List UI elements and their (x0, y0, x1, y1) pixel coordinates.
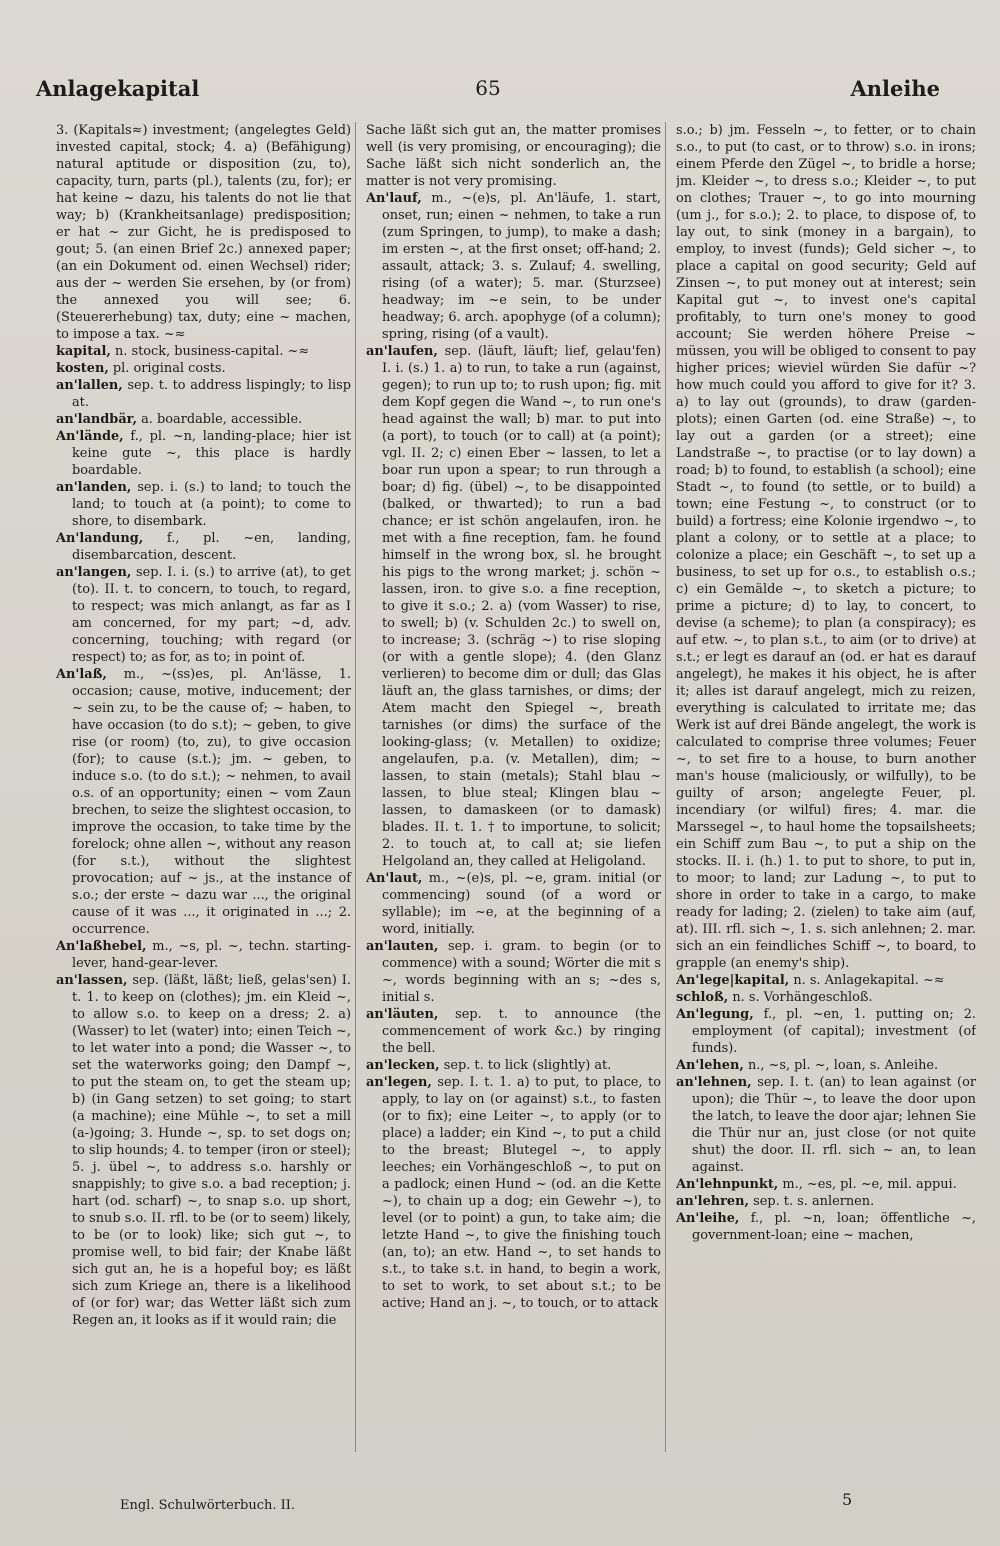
entry-definition: sep. I. t. 1. a) to put, to place, to apply, to lay on (or against) s.t., to fasten (or to fix); eine Leiter ~, to apply (or to place) a ladder; ein Kind ~, to put a child to the breast; Blutegel ~, to apply leeches; ein Vorhängeschloß ~, to put on a padlock; einen Hund ~ (od. an die Kette ~), to chain up a dog; ein Gewehr ~), to level (or to point) a gun, to take aim; die letzte Hand ~, to give the finishing touch (an, to); an etw. Hand ~, to set hands to s.t., to take s.t. in hand, to begin a work, to set to work, to set about s.t.; to be active; Hand an j. ~, to touch, or to attack (382, 1075, 661, 1311)
entry-definition: sep. t. to address lispingly; to lisp at. (72, 378, 351, 410)
entry-definition: m., ~s, pl. ~, techn. starting-lever, hand-gear-lever. (72, 939, 351, 971)
entry-headword: An'laut, (366, 871, 423, 886)
dictionary-entry (676, 122, 976, 972)
dictionary-entry (676, 1006, 976, 1057)
signature-line: Engl. Schulwörterbuch. II. (120, 1498, 296, 1513)
entry-definition: 3. (Kapitals≈) investment; (angelegtes Geld) invested capital, stock; 4. a) (Befähigung) natural aptitude or disposition (zu, to), capacity, turn, parts (pl.), talents (zu, for); er hat keine ~ dazu, his talents do not lie that way; b) (Krankheitsanlage) predisposition; er hat ~ zur Gicht, he is predisposed to gout; 5. (an einen Brief 2c.) annexed paper; (an ein Dokument od. einen Wechsel) rider; aus der ~ werden Sie ersehen, by (or from) the annexed you will see; 6. (Steuererhebung) tax, duty; eine ~ machen, to impose a tax. ~≈ (56, 123, 351, 342)
entry-definition: n. s. Anlagekapital. ~≈ (789, 973, 945, 988)
running-header (36, 74, 940, 108)
entry-definition: m., ~(e)s, pl. An'läufe, 1. start, onset, run; einen ~ nehmen, to take a run (zum Springen, to jump), to make a dash; im ersten ~, at the first onset; off-hand; 2. assault, attack; 3. s. Zulauf; 4. swelling, rising (of a water); 5. mar. (Sturzsee) headway; im ~e sein, to be under headway; 6. arch. apophyge (of a column); spring, rising (of a vault). (382, 191, 661, 342)
entry-headword: schloß, (676, 990, 729, 1005)
column-1 (56, 122, 356, 1452)
entry-definition: sep. I. i. (s.) to arrive (at), to get (to). II. t. to concern, to touch, to regard, to respect; was mich anlangt, as far as I am concerned, for my part; ~d, adv. concerning, touching; with regard (or respect) to; as for, as to; in point of. (72, 565, 351, 665)
entry-headword: An'legung, (676, 1007, 754, 1022)
dictionary-entry (676, 1176, 976, 1193)
entry-definition: f., pl. ~n, landing-place; hier ist keine gute ~, this place is hardly boardable. (72, 429, 351, 478)
dictionary-entry (676, 1210, 976, 1244)
entry-definition: sep. t. to announce (the commencement of work &c.) by ringing the bell. (382, 1007, 661, 1056)
entry-definition: sep. I. t. (an) to lean against (or upon); die Thür ~, to leave the door upon the latch, to leave the door ajar; lehnen Sie die Thür nur an, just close (or not quite shut) the door. II. rfl. sich ~ an, to lean against. (692, 1075, 976, 1175)
dictionary-entry (56, 564, 351, 666)
dictionary-entry (56, 530, 351, 564)
dictionary-entry (56, 122, 351, 343)
dictionary-entry (56, 360, 351, 377)
entry-definition: m., ~(e)s, pl. ~e, gram. initial (or commencing) sound (of a word or syllable); im ~e, at the beginning of a word, initially. (382, 871, 661, 937)
dictionary-entry (676, 1193, 976, 1210)
entry-definition: a. boardable, accessible. (137, 412, 303, 427)
entry-headword: an'langen, (56, 565, 132, 580)
dictionary-entry (676, 1074, 976, 1176)
entry-headword: An'lauf, (366, 191, 422, 206)
entry-headword: An'landung, (56, 531, 144, 546)
entry-definition: pl. original costs. (108, 361, 226, 376)
column-3 (676, 122, 976, 1452)
entry-definition: Sache läßt sich gut an, the matter promises well (is very promising, or encouraging); die Sache läßt sich nicht sonderlich an, the matter is not very promising. (366, 123, 661, 189)
entry-headword: An'leihe, (676, 1211, 740, 1226)
dictionary-entry (56, 666, 351, 938)
entry-headword: an'lauten, (366, 939, 439, 954)
dictionary-entry (366, 122, 661, 190)
entry-definition: n. s. Vorhängeschloß. (728, 990, 873, 1005)
signature-mark: 5 (842, 1490, 853, 1509)
entry-definition: f., pl. ~en, landing, disembarcation, descent. (72, 531, 351, 563)
entry-definition: sep. (läßt, läßt; ließ, gelas'sen) I. t. 1. to keep on (clothes); jm. ein Kleid ~, to allow s.o. to keep on a dress; 2. a) (Wasser) to let (water) into; einen Teich ~, to let water into a pond; die Wasser ~, to set the waterworks going; den Dampf ~, to put the steam on, to get the steam up; b) (in Gang setzen) to set going; to start (a machine); eine Mühle ~, to set a mill (a-)going; 3. Hunde ~, sp. to set dogs on; to slip hounds; 4. to temper (iron or steel); 5. j. übel ~, to address s.o. harshly or snappishly; to give s.o. a bad reception; j. hart (od. scharf) ~, to snap s.o. up short, to snub s.o. II. rfl. to be (or to seem) likely, to be (or to look) like; sich gut ~, to promise well, to bid fair; der Knabe läßt sich gut an, he is a hopeful boy; es läßt sich zum Kriege an, there is a likelihood of (or for) war; das Wetter läßt sich zum Regen an, it looks as if it would rain; die (72, 973, 351, 1328)
entry-definition: s.o.; b) jm. Fesseln ~, to fetter, or to chain s.o., to put (to cast, or to throw) s.o. in irons; einem Pferde den Zügel ~, to bridle a horse; jm. Kleider ~, to dress s.o.; Kleider ~, to put on clothes; Trauer ~, to go into mourning (um j., for s.o.); 2. to place, to dispose of, to lay out, to sink (money in a bargain), to employ, to invest (funds); Geld sicher ~, to place a capital on good security; Geld auf Zinsen ~, to put money out at interest; sein Kapital gut ~, to invest one's capital profitably, to turn one's money to good account; Sie werden höhere Preise ~ müssen, you will be obliged to consent to pay higher prices; wieviel würden Sie dafür ~? how much could you afford to give for it? 3. a) to lay out (grounds), to draw (garden-plots); einen Garten (od. eine Straße) ~, to lay out a garden (or a street); eine Landstraße ~, to practise (or to lay down) a road; b) to found, to establish (a school); eine Stadt ~, to found (to settle, or to build) a town; eine Festung ~, to construct (or to build) a fortress; eine Kolonie irgendwo ~, to plant a colony, or to settle at a place; to colonize a place; ein Geschäft ~, to set up a business, to set up for o.s., to establish o.s.; c) ein Gemälde ~, to sketch a picture; to prime a picture; d) to lay, to concert, to devise (a scheme); to plan (a conspiracy); es auf etw. ~, to plan s.t., to aim (or to drive) at s.t.; er legt es darauf an (od. er hat es darauf angelegt), he makes it his object, he is after it; alles ist darauf angelegt, mich zu reizen, everything is calculated to irritate me; das Werk ist auf drei Bände angelegt, the work is calculated to comprise three volumes; Feuer ~, to set fire to a house, to burn another man's house (maliciously, or wilfully), to be guilty of arson; angelegte Feuer, pl. incendiary (or wilful) fires; 4. mar. die Marssegel ~, to haul home the topsailsheets; ein Schiff zum Bau ~, to put a ship on the stocks. II. i. (h.) 1. to put to shore, to put in, to moor; to land; zur Ladung ~, to put to shore in order to take in a cargo, to make ready for lading; 2. (zielen) to take aim (auf, at). III. rfl. sich ~, 1. s. sich anlehnen; 2. mar. sich an ein feindliches Schiff ~, to board, to grapple (an enemy's ship). (676, 123, 976, 971)
entry-headword: an'legen, (366, 1075, 432, 1090)
dictionary-entry (366, 1057, 661, 1074)
entry-headword: An'lehen, (676, 1058, 744, 1073)
entry-headword: An'laß, (56, 667, 107, 682)
dictionary-entry (56, 428, 351, 479)
entry-headword: an'lehnen, (676, 1075, 752, 1090)
dictionary-entry (56, 479, 351, 530)
dictionary-entry (56, 343, 351, 360)
entry-headword: an'läuten, (366, 1007, 439, 1022)
entry-definition: f., pl. ~n, loan; öffentliche ~, government-loan; eine ~ machen, (692, 1211, 976, 1243)
entry-definition: sep. i. (s.) to land; to touch the land; to touch at (a point); to come to shore, to disembark. (72, 480, 351, 529)
dictionary-entry (366, 1006, 661, 1057)
header-left-guide-word: Anlagekapital (36, 76, 200, 101)
dictionary-entry (56, 377, 351, 411)
entry-headword: an'lecken, (366, 1058, 440, 1073)
entry-definition: sep. t. to lick (slightly) at. (439, 1058, 612, 1073)
dictionary-entry (56, 938, 351, 972)
dictionary-entry (676, 989, 976, 1006)
entry-definition: f., pl. ~en, 1. putting on; 2. employment (of capital); investment (of funds). (692, 1007, 976, 1056)
entry-definition: sep. (läuft, läuft; lief, gelau'fen) I. i. (s.) 1. a) to run, to take a run (against, gegen); to run up to; to rush upon; fig. mit dem Kopf gegen die Wand ~, to run one's head against the wall; b) mar. to put into (a port), to touch (or to call) at (a point); vgl. II. 2; c) einen Eber ~ lassen, to let a boar run upon a spear; to run through a boar; d) fig. (übel) ~, to be disappointed (balked, or thwarted); to run a bad chance; er ist schön angelaufen, iron. he met with a fine reception, fam. he found himself in the wrong box, sl. he brought his pigs to the wrong market; j. schön ~ lassen, iron. to give s.o. a fine reception, to give it s.o.; 2. a) (vom Wasser) to rise, to swell; b) (v. Schulden 2c.) to swell on, to increase; 3. (schräg ~) to rise sloping (or with a gentle slope); 4. (den Glanz verlieren) to become dim or dull; das Glas läuft an, the glass tarnishes, or dims; der Atem macht den Spiegel ~, breath tarnishes (or dims) the surface of the looking-glass; (v. Metallen) to oxidize; angelaufen, p.a. (v. Metallen), dim; ~ lassen, to stain (metals); Stahl blau ~ lassen, to blue steal; Klingen blau ~ lassen, to damaskeen (or to damask) blades. II. t. 1. † to importune, to solicit; 2. to touch at, to call at; sie liefen Helgoland an, they called at Heligoland. (382, 344, 661, 869)
entry-headword: An'lehnpunkt, (676, 1177, 779, 1192)
dictionary-entry (366, 190, 661, 343)
entry-headword: an'lehren, (676, 1194, 749, 1209)
dictionary-entry (56, 972, 351, 1329)
dictionary-entry (56, 411, 351, 428)
entry-definition: n., ~s, pl. ~, loan, s. Anleihe. (743, 1058, 939, 1073)
header-right-guide-word: Anleihe (850, 76, 940, 101)
page-number: 65 (475, 76, 501, 100)
dictionary-entry (676, 972, 976, 989)
entry-headword: an'laufen, (366, 344, 438, 359)
text-columns (56, 122, 976, 1452)
entry-headword: kapital, (56, 344, 111, 359)
entry-headword: An'lände, (56, 429, 124, 444)
column-2 (366, 122, 666, 1452)
entry-headword: An'lege|kapital, (676, 973, 790, 988)
dictionary-entry (366, 938, 661, 1006)
entry-headword: An'laßhebel, (56, 939, 147, 954)
entry-definition: sep. i. gram. to begin (or to commence) with a sound; Wörter die mit s ~, words beginning with an s; ~des s, initial s. (382, 939, 661, 1005)
dictionary-entry (366, 343, 661, 870)
entry-headword: kosten, (56, 361, 109, 376)
entry-headword: an'lallen, (56, 378, 123, 393)
dictionary-entry (366, 870, 661, 938)
entry-headword: an'lassen, (56, 973, 128, 988)
entry-headword: an'landen, (56, 480, 132, 495)
entry-headword: an'landbär, (56, 412, 138, 427)
entry-definition: sep. t. s. anlernen. (749, 1194, 875, 1209)
entry-definition: m., ~es, pl. ~e, mil. appui. (778, 1177, 957, 1192)
dictionary-entry (366, 1074, 661, 1312)
entry-definition: m., ~(ss)es, pl. An'lässe, 1. occasion; cause, motive, inducement; der ~ sein zu, to be the cause of; ~ haben, to have occasion (to do s.t); ~ geben, to give rise (or room) (to, zu), to give occasion (for); to cause (s.t.); jm. ~ geben, to induce s.o. (to do s.t.); ~ nehmen, to avail o.s. of an opportunity; einen ~ vom Zaun brechen, to seize the slightest occasion, to improve the occasion, to take time by the forelock; ohne allen ~, without any reason (for s.t.), without the slightest provocation; auf ~ js., at the instance of s.o.; der erste ~ dazu war ..., the original cause of it was ..., it originated in ...; 2. occurrence. (72, 667, 351, 937)
entry-definition: n. stock, business-capital. ~≈ (110, 344, 310, 359)
dictionary-entry (676, 1057, 976, 1074)
